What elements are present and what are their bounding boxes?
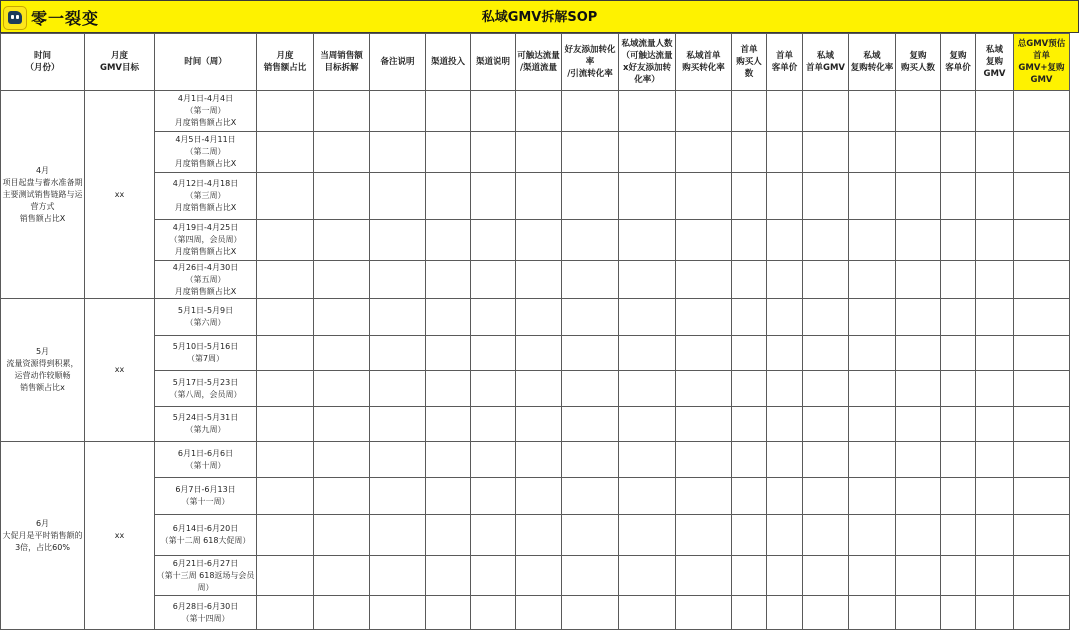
- data-cell[interactable]: [370, 515, 426, 556]
- data-cell[interactable]: [619, 371, 676, 407]
- data-cell[interactable]: [941, 478, 976, 515]
- column-header: 私域 复购 GMV: [976, 34, 1014, 91]
- data-cell[interactable]: [803, 407, 849, 442]
- column-header: 首单 客单价: [767, 34, 803, 91]
- data-cell[interactable]: [516, 173, 562, 220]
- data-cell[interactable]: [257, 91, 314, 132]
- data-cell[interactable]: [562, 407, 619, 442]
- week-cell: 4月26日-4月30日 （第五周） 月度销售额占比X: [155, 261, 257, 299]
- data-cell[interactable]: [562, 336, 619, 371]
- column-header: 好友添加转化率 /引流转化率: [562, 34, 619, 91]
- data-cell[interactable]: [849, 371, 896, 407]
- data-cell[interactable]: [896, 173, 941, 220]
- data-cell[interactable]: [896, 407, 941, 442]
- data-cell[interactable]: [1014, 407, 1070, 442]
- data-cell[interactable]: [976, 91, 1014, 132]
- data-cell[interactable]: [732, 407, 767, 442]
- data-cell[interactable]: [619, 261, 676, 299]
- data-cell[interactable]: [426, 336, 471, 371]
- data-cell[interactable]: [941, 261, 976, 299]
- data-cell[interactable]: [426, 91, 471, 132]
- data-cell[interactable]: [976, 132, 1014, 173]
- data-cell[interactable]: [767, 261, 803, 299]
- data-cell[interactable]: [471, 336, 516, 371]
- week-cell: 4月12日-4月18日 （第三周） 月度销售额占比X: [155, 173, 257, 220]
- data-cell[interactable]: [516, 336, 562, 371]
- table-row: [1, 220, 1070, 261]
- data-cell[interactable]: [976, 478, 1014, 515]
- data-cell[interactable]: [941, 299, 976, 336]
- week-cell: 6月1日-6月6日 （第十周）: [155, 442, 257, 478]
- data-cell[interactable]: [803, 478, 849, 515]
- data-cell[interactable]: [676, 336, 732, 371]
- data-cell[interactable]: [676, 261, 732, 299]
- gmv-target-cell[interactable]: xx: [85, 91, 155, 299]
- data-cell[interactable]: [676, 220, 732, 261]
- data-cell[interactable]: [314, 336, 370, 371]
- data-cell[interactable]: [941, 91, 976, 132]
- data-cell[interactable]: [849, 442, 896, 478]
- column-header: 私域 首单GMV: [803, 34, 849, 91]
- table-row: [1, 596, 1070, 630]
- data-cell[interactable]: [619, 220, 676, 261]
- data-cell[interactable]: [732, 596, 767, 630]
- data-cell[interactable]: [732, 132, 767, 173]
- data-cell[interactable]: [676, 371, 732, 407]
- data-cell[interactable]: [426, 596, 471, 630]
- data-cell[interactable]: [516, 596, 562, 630]
- table-row: [1, 132, 1070, 173]
- data-cell[interactable]: [619, 556, 676, 596]
- data-cell[interactable]: [370, 407, 426, 442]
- table-row: [1, 91, 1070, 132]
- data-cell[interactable]: [732, 299, 767, 336]
- data-cell[interactable]: [803, 371, 849, 407]
- data-cell[interactable]: [257, 220, 314, 261]
- data-cell[interactable]: [732, 173, 767, 220]
- data-cell[interactable]: [426, 556, 471, 596]
- data-cell[interactable]: [619, 299, 676, 336]
- data-cell[interactable]: [941, 556, 976, 596]
- data-cell[interactable]: [896, 442, 941, 478]
- data-cell[interactable]: [370, 261, 426, 299]
- data-cell[interactable]: [803, 220, 849, 261]
- data-cell[interactable]: [516, 556, 562, 596]
- data-cell[interactable]: [941, 371, 976, 407]
- data-cell[interactable]: [562, 173, 619, 220]
- data-cell[interactable]: [516, 261, 562, 299]
- data-cell[interactable]: [896, 261, 941, 299]
- data-cell[interactable]: [426, 371, 471, 407]
- column-header: 复购 购买人数: [896, 34, 941, 91]
- column-header: 时间 （月份）: [1, 34, 85, 91]
- column-header: 私域 复购转化率: [849, 34, 896, 91]
- data-cell[interactable]: [976, 261, 1014, 299]
- data-cell[interactable]: [516, 299, 562, 336]
- data-cell[interactable]: [257, 336, 314, 371]
- data-cell[interactable]: [314, 371, 370, 407]
- data-cell[interactable]: [767, 442, 803, 478]
- column-header: 时间（周）: [155, 34, 257, 91]
- data-cell[interactable]: [976, 299, 1014, 336]
- data-cell[interactable]: [471, 515, 516, 556]
- data-cell[interactable]: [314, 515, 370, 556]
- gmv-target-cell[interactable]: xx: [85, 442, 155, 630]
- data-cell[interactable]: [976, 407, 1014, 442]
- data-cell[interactable]: [676, 442, 732, 478]
- data-cell[interactable]: [767, 371, 803, 407]
- data-cell[interactable]: [1014, 299, 1070, 336]
- data-cell[interactable]: [370, 299, 426, 336]
- data-cell[interactable]: [896, 556, 941, 596]
- month-cell: 4月 项目起盘与蓄水准备期 主要测试销售链路与运营方式 销售额占比X: [1, 91, 85, 299]
- data-cell[interactable]: [314, 556, 370, 596]
- data-cell[interactable]: [676, 132, 732, 173]
- data-cell[interactable]: [976, 336, 1014, 371]
- table-row: [1, 556, 1070, 596]
- week-cell: 5月1日-5月9日 （第六周）: [155, 299, 257, 336]
- data-cell[interactable]: [767, 515, 803, 556]
- data-cell[interactable]: [370, 220, 426, 261]
- data-cell[interactable]: [370, 442, 426, 478]
- data-cell[interactable]: [896, 132, 941, 173]
- data-cell[interactable]: [619, 91, 676, 132]
- data-cell[interactable]: [849, 478, 896, 515]
- data-cell[interactable]: [562, 442, 619, 478]
- data-cell[interactable]: [619, 478, 676, 515]
- data-cell[interactable]: [941, 407, 976, 442]
- week-cell: 6月28日-6月30日 （第十四周）: [155, 596, 257, 630]
- data-cell[interactable]: [767, 299, 803, 336]
- data-cell[interactable]: [471, 596, 516, 630]
- data-cell[interactable]: [471, 371, 516, 407]
- data-cell[interactable]: [676, 407, 732, 442]
- data-cell[interactable]: [562, 515, 619, 556]
- data-cell[interactable]: [941, 132, 976, 173]
- data-cell[interactable]: [257, 132, 314, 173]
- week-cell: 4月5日-4月11日 （第二周） 月度销售额占比X: [155, 132, 257, 173]
- data-cell[interactable]: [896, 220, 941, 261]
- data-cell[interactable]: [803, 132, 849, 173]
- data-cell[interactable]: [516, 407, 562, 442]
- data-cell[interactable]: [676, 299, 732, 336]
- data-cell[interactable]: [314, 220, 370, 261]
- column-header: 私域首单 购买转化率: [676, 34, 732, 91]
- data-cell[interactable]: [426, 515, 471, 556]
- data-cell[interactable]: [849, 556, 896, 596]
- data-cell[interactable]: [896, 299, 941, 336]
- data-cell[interactable]: [619, 515, 676, 556]
- data-cell[interactable]: [426, 173, 471, 220]
- data-cell[interactable]: [732, 91, 767, 132]
- title-bar: [0, 0, 1079, 33]
- data-cell[interactable]: [1014, 596, 1070, 630]
- month-cell: 6月 大促月是平时销售额的3倍，占比60%: [1, 442, 85, 630]
- data-cell[interactable]: [976, 596, 1014, 630]
- data-cell[interactable]: [370, 173, 426, 220]
- data-cell[interactable]: [803, 556, 849, 596]
- data-cell[interactable]: [562, 596, 619, 630]
- data-cell[interactable]: [619, 596, 676, 630]
- data-cell[interactable]: [562, 261, 619, 299]
- data-cell[interactable]: [426, 442, 471, 478]
- data-cell[interactable]: [619, 442, 676, 478]
- data-cell[interactable]: [849, 299, 896, 336]
- data-cell[interactable]: [803, 91, 849, 132]
- data-cell[interactable]: [896, 336, 941, 371]
- data-cell[interactable]: [516, 132, 562, 173]
- data-cell[interactable]: [767, 336, 803, 371]
- column-header: 当周销售额 目标拆解: [314, 34, 370, 91]
- month-cell: 5月 流量资源得到积累， 运营动作较顺畅 销售额占比x: [1, 299, 85, 442]
- data-cell[interactable]: [471, 478, 516, 515]
- data-cell[interactable]: [676, 556, 732, 596]
- data-cell[interactable]: [314, 596, 370, 630]
- data-cell[interactable]: [314, 173, 370, 220]
- data-cell[interactable]: [941, 596, 976, 630]
- data-cell[interactable]: [1014, 132, 1070, 173]
- data-cell[interactable]: [732, 442, 767, 478]
- data-cell[interactable]: [314, 299, 370, 336]
- data-cell[interactable]: [314, 442, 370, 478]
- data-cell[interactable]: [314, 91, 370, 132]
- data-cell[interactable]: [976, 442, 1014, 478]
- data-cell[interactable]: [516, 442, 562, 478]
- data-cell[interactable]: [257, 556, 314, 596]
- data-cell[interactable]: [257, 299, 314, 336]
- data-cell[interactable]: [516, 91, 562, 132]
- data-cell[interactable]: [516, 220, 562, 261]
- gmv-sop-table: [0, 33, 1070, 630]
- table-row: [1, 442, 1070, 478]
- data-cell[interactable]: [941, 220, 976, 261]
- table-row: [1, 515, 1070, 556]
- data-cell[interactable]: [849, 173, 896, 220]
- column-header: 私域流量人数 （可触达流量x好友添加转化率）: [619, 34, 676, 91]
- data-cell[interactable]: [426, 261, 471, 299]
- column-header: 总GMV预估 首单GMV+复购GMV: [1014, 34, 1070, 91]
- data-cell[interactable]: [676, 515, 732, 556]
- column-header: 月度 销售额占比: [257, 34, 314, 91]
- data-cell[interactable]: [471, 173, 516, 220]
- data-cell[interactable]: [619, 336, 676, 371]
- data-cell[interactable]: [314, 132, 370, 173]
- data-cell[interactable]: [471, 220, 516, 261]
- data-cell[interactable]: [516, 371, 562, 407]
- week-cell: 6月7日-6月13日 （第十一周）: [155, 478, 257, 515]
- data-cell[interactable]: [471, 132, 516, 173]
- data-cell[interactable]: [803, 515, 849, 556]
- data-cell[interactable]: [370, 371, 426, 407]
- column-header: 可触达流量 /渠道流量: [516, 34, 562, 91]
- data-cell[interactable]: [803, 261, 849, 299]
- data-cell[interactable]: [941, 442, 976, 478]
- data-cell[interactable]: [767, 556, 803, 596]
- data-cell[interactable]: [849, 261, 896, 299]
- data-cell[interactable]: [732, 220, 767, 261]
- week-cell: 4月19日-4月25日 （第四周，会员周） 月度销售额占比X: [155, 220, 257, 261]
- data-cell[interactable]: [562, 132, 619, 173]
- data-cell[interactable]: [257, 371, 314, 407]
- data-cell[interactable]: [257, 478, 314, 515]
- table-row: [1, 407, 1070, 442]
- data-cell[interactable]: [1014, 442, 1070, 478]
- data-cell[interactable]: [803, 173, 849, 220]
- data-cell[interactable]: [732, 371, 767, 407]
- data-cell[interactable]: [562, 371, 619, 407]
- data-cell[interactable]: [767, 596, 803, 630]
- data-cell[interactable]: [896, 596, 941, 630]
- data-cell[interactable]: [849, 336, 896, 371]
- data-cell[interactable]: [370, 596, 426, 630]
- data-cell[interactable]: [767, 132, 803, 173]
- data-cell[interactable]: [732, 556, 767, 596]
- data-cell[interactable]: [516, 515, 562, 556]
- data-cell[interactable]: [976, 515, 1014, 556]
- week-cell: 5月24日-5月31日 （第九周）: [155, 407, 257, 442]
- data-cell[interactable]: [619, 173, 676, 220]
- data-cell[interactable]: [257, 515, 314, 556]
- data-cell[interactable]: [516, 478, 562, 515]
- data-cell[interactable]: [976, 173, 1014, 220]
- data-cell[interactable]: [257, 596, 314, 630]
- sheet-title: 私域GMV拆解SOP: [481, 10, 598, 25]
- data-cell[interactable]: [976, 371, 1014, 407]
- column-header: 复购 客单价: [941, 34, 976, 91]
- data-cell[interactable]: [1014, 220, 1070, 261]
- week-cell: 6月14日-6月20日 （第十二周 618大促周）: [155, 515, 257, 556]
- data-cell[interactable]: [849, 407, 896, 442]
- data-cell[interactable]: [767, 407, 803, 442]
- data-cell[interactable]: [370, 91, 426, 132]
- table-row: [1, 173, 1070, 220]
- data-cell[interactable]: [426, 299, 471, 336]
- data-cell[interactable]: [732, 478, 767, 515]
- data-cell[interactable]: [676, 478, 732, 515]
- data-cell[interactable]: [257, 261, 314, 299]
- data-cell[interactable]: [767, 478, 803, 515]
- data-cell[interactable]: [896, 91, 941, 132]
- table-row: [1, 299, 1070, 336]
- column-header: 备注说明: [370, 34, 426, 91]
- data-cell[interactable]: [803, 596, 849, 630]
- data-cell[interactable]: [471, 556, 516, 596]
- data-cell[interactable]: [1014, 478, 1070, 515]
- column-header: 渠道说明: [471, 34, 516, 91]
- week-cell: 4月1日-4月4日 （第一周） 月度销售额占比X: [155, 91, 257, 132]
- data-cell[interactable]: [471, 299, 516, 336]
- data-cell[interactable]: [941, 173, 976, 220]
- data-cell[interactable]: [676, 596, 732, 630]
- data-cell[interactable]: [562, 478, 619, 515]
- data-cell[interactable]: [257, 407, 314, 442]
- data-cell[interactable]: [370, 336, 426, 371]
- data-cell[interactable]: [370, 132, 426, 173]
- week-cell: 5月17日-5月23日 （第八周，会员周）: [155, 371, 257, 407]
- data-cell[interactable]: [676, 173, 732, 220]
- data-cell[interactable]: [562, 220, 619, 261]
- data-cell[interactable]: [849, 220, 896, 261]
- data-cell[interactable]: [471, 261, 516, 299]
- data-cell[interactable]: [976, 220, 1014, 261]
- data-cell[interactable]: [370, 556, 426, 596]
- data-cell[interactable]: [976, 556, 1014, 596]
- data-cell[interactable]: [732, 515, 767, 556]
- data-cell[interactable]: [314, 261, 370, 299]
- table-row: [1, 478, 1070, 515]
- data-cell[interactable]: [803, 442, 849, 478]
- data-cell[interactable]: [732, 336, 767, 371]
- data-cell[interactable]: [767, 91, 803, 132]
- week-cell: 6月21日-6月27日 （第十三周 618返场与会员周）: [155, 556, 257, 596]
- data-cell[interactable]: [896, 478, 941, 515]
- header-row: [1, 34, 1070, 91]
- table-row: [1, 336, 1070, 371]
- data-cell[interactable]: [1014, 336, 1070, 371]
- brand-name: 零一裂变: [31, 9, 100, 28]
- data-cell[interactable]: [1014, 261, 1070, 299]
- data-cell[interactable]: [426, 407, 471, 442]
- data-cell[interactable]: [849, 91, 896, 132]
- data-cell[interactable]: [257, 442, 314, 478]
- data-cell[interactable]: [471, 407, 516, 442]
- data-cell[interactable]: [849, 596, 896, 630]
- data-cell[interactable]: [619, 132, 676, 173]
- data-cell[interactable]: [314, 478, 370, 515]
- data-cell[interactable]: [1014, 515, 1070, 556]
- data-cell[interactable]: [767, 220, 803, 261]
- data-cell[interactable]: [1014, 556, 1070, 596]
- data-cell[interactable]: [849, 515, 896, 556]
- column-header: 首单 购买人数: [732, 34, 767, 91]
- data-cell[interactable]: [471, 91, 516, 132]
- data-cell[interactable]: [619, 407, 676, 442]
- data-cell[interactable]: [941, 515, 976, 556]
- data-cell[interactable]: [426, 478, 471, 515]
- data-cell[interactable]: [257, 173, 314, 220]
- week-cell: 5月10日-5月16日 （第7周）: [155, 336, 257, 371]
- data-cell[interactable]: [676, 91, 732, 132]
- table-row: [1, 371, 1070, 407]
- data-cell[interactable]: [562, 91, 619, 132]
- data-cell[interactable]: [941, 336, 976, 371]
- data-cell[interactable]: [1014, 91, 1070, 132]
- gmv-target-cell[interactable]: xx: [85, 299, 155, 442]
- data-cell[interactable]: [767, 173, 803, 220]
- data-cell[interactable]: [426, 132, 471, 173]
- data-cell[interactable]: [896, 371, 941, 407]
- data-cell[interactable]: [803, 336, 849, 371]
- data-cell[interactable]: [1014, 173, 1070, 220]
- data-cell[interactable]: [471, 442, 516, 478]
- data-cell[interactable]: [803, 299, 849, 336]
- data-cell[interactable]: [426, 220, 471, 261]
- data-cell[interactable]: [849, 132, 896, 173]
- data-cell[interactable]: [370, 478, 426, 515]
- column-header: 渠道投入: [426, 34, 471, 91]
- data-cell[interactable]: [732, 261, 767, 299]
- data-cell[interactable]: [1014, 371, 1070, 407]
- data-cell[interactable]: [896, 515, 941, 556]
- data-cell[interactable]: [562, 299, 619, 336]
- data-cell[interactable]: [562, 556, 619, 596]
- table-row: [1, 261, 1070, 299]
- data-cell[interactable]: [314, 407, 370, 442]
- column-header: 月度 GMV目标: [85, 34, 155, 91]
